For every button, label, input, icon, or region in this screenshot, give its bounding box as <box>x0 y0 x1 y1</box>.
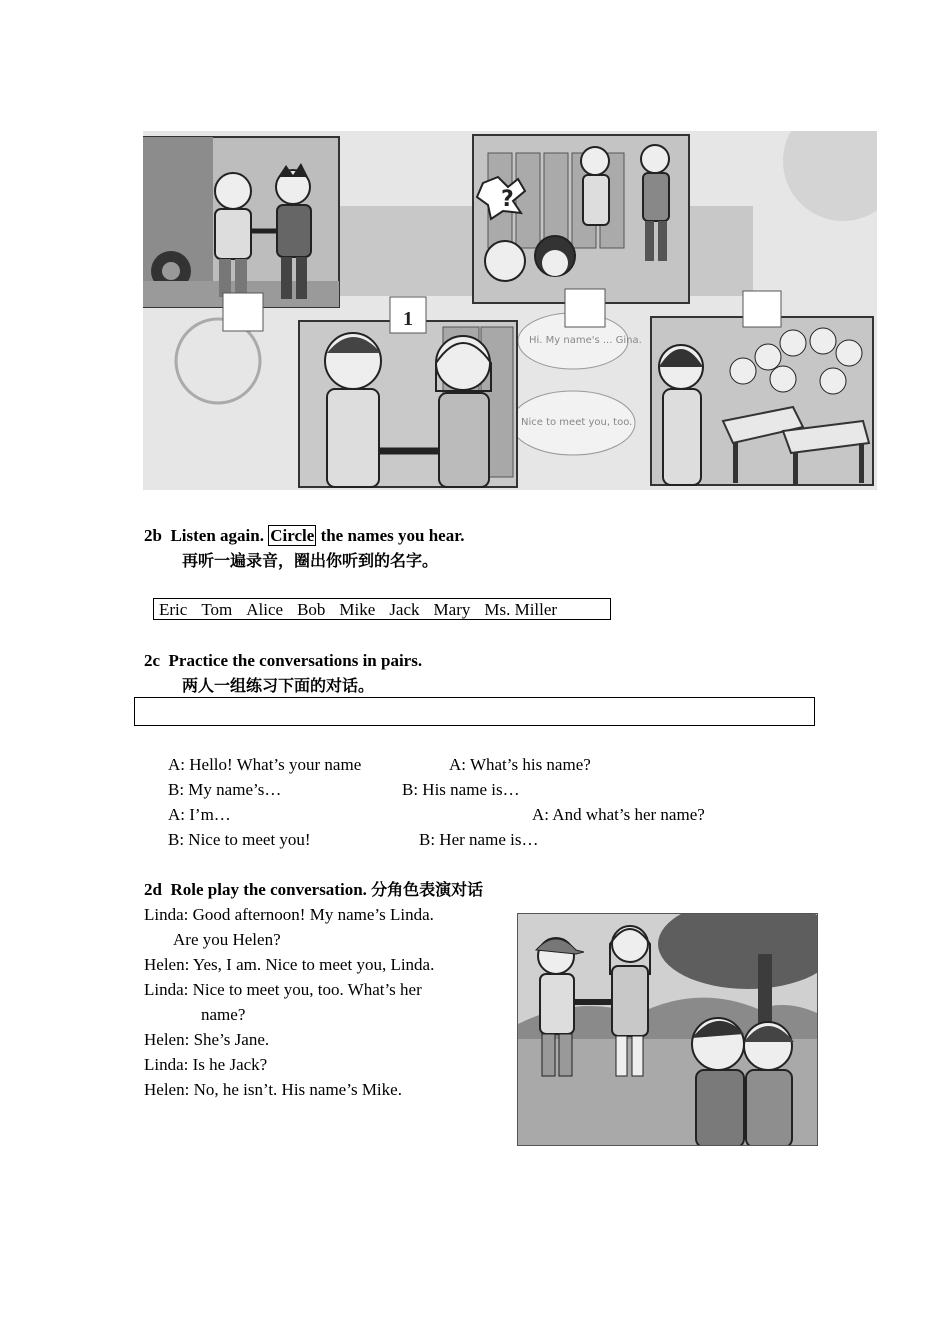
name-alice: Alice <box>246 600 284 619</box>
two-kids-foreground <box>692 1018 794 1146</box>
section-2b-instruction-post: the names you hear. <box>320 526 465 545</box>
dialog-line: A: And what’s her name? <box>532 805 705 824</box>
conversation-line: Linda: Nice to meet you, too. What’s her <box>144 980 422 999</box>
conversation-line: Helen: Yes, I am. Nice to meet you, Linda. <box>144 955 435 974</box>
dialog-line: B: His name is… <box>402 780 520 799</box>
conversation-line: Helen: She’s Jane. <box>144 1030 270 1049</box>
section-2c-heading <box>144 648 422 673</box>
section-2b-chinese: 再听一遍录音，圈出你听到的名字。 <box>182 551 439 570</box>
answer-box-d <box>743 291 781 327</box>
conversation-line: Are you Helen? <box>173 930 281 949</box>
answer-box-b <box>565 289 605 327</box>
dialog-line: B: My name’s… <box>168 780 282 799</box>
speech-bubble-text-1: Hi. My name's ... Gina. <box>529 335 642 346</box>
name-bob: Bob <box>297 600 326 619</box>
section-2d-instruction: Role play the conversation. <box>170 880 367 899</box>
dialog-line: A: I’m… <box>168 805 231 824</box>
circle-word-box: Circle <box>270 526 315 545</box>
section-2b-heading <box>144 523 464 548</box>
svg-text:?: ? <box>501 187 514 212</box>
dialog-line: B: Her name is… <box>419 830 539 849</box>
background-circle <box>783 131 877 221</box>
listening-illustration <box>143 131 877 490</box>
panel-lockers-scene <box>473 135 689 303</box>
section-2d-heading <box>144 877 483 902</box>
name-eric: Eric <box>159 600 188 619</box>
panel-bus-scene <box>143 137 339 307</box>
panel-handshake-scene <box>299 321 517 487</box>
names-box <box>153 598 611 620</box>
conversation-line: name? <box>201 1005 246 1024</box>
name-mary: Mary <box>433 600 471 619</box>
conversation-line: Helen: No, he isn’t. His name’s Mike. <box>144 1080 402 1099</box>
section-2d-number: 2d <box>144 880 162 899</box>
answer-box-a <box>223 293 263 331</box>
dialog-line: A: Hello! What’s your name <box>168 755 362 774</box>
panel-number: 1 <box>403 308 413 330</box>
section-2c-number: 2c <box>144 651 161 670</box>
role-play-illustration <box>517 913 818 1146</box>
section-2b-number: 2b <box>144 526 162 545</box>
role-play-illustration-drawing <box>518 914 818 1146</box>
section-2d-chinese: 分角色表演对话 <box>371 880 484 899</box>
clock-icon <box>176 319 260 403</box>
speech-bubble-text-2: Nice to meet you, too. <box>521 417 633 428</box>
name-jack: Jack <box>389 600 420 619</box>
name-tom: Tom <box>201 600 233 619</box>
panel-classroom-scene <box>651 317 873 485</box>
dialog-line: A: What’s his name? <box>449 755 591 774</box>
empty-answer-box <box>134 697 815 726</box>
dialog-line: B: Nice to meet you! <box>168 830 311 849</box>
conversation-line: Linda: Is he Jack? <box>144 1055 268 1074</box>
conversation-line: Linda: Good afternoon! My name’s Linda. <box>144 905 434 924</box>
section-2c-instruction: Practice the conversations in pairs. <box>168 651 423 670</box>
section-2c-chinese: 两人一组练习下面的对话。 <box>182 676 375 695</box>
section-2b-instruction-pre: Listen again. <box>170 526 264 545</box>
listening-illustration-drawing <box>143 131 877 490</box>
name-mike: Mike <box>339 600 376 619</box>
name-ms-miller: Ms. Miller <box>484 600 558 619</box>
